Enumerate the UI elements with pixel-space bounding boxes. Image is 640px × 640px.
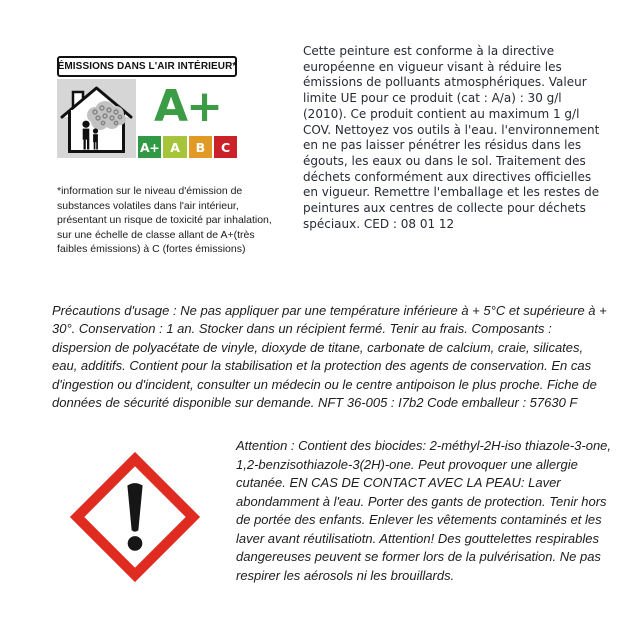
- scale-cell-a-plus: A+: [138, 136, 161, 158]
- air-label-footnote: *information sur le niveau d'émission de substances volatiles dans l'air intérieur, présentant un risque de toxicité par inhalation, sur une échelle de classe allant de A+(très faibles émissions) à C (fortes émissions): [57, 185, 272, 256]
- air-rating-value: A+: [154, 80, 221, 132]
- air-label-title: ÉMISSIONS DANS L'AIR INTÉRIEUR*: [57, 56, 237, 77]
- house-emissions-icon: [57, 79, 136, 158]
- precautions-text: Précautions d'usage : Ne pas appliquer par une température inférieure à + 5°C et supérieure à + 30°. Conservation : 1 an. Stocker dans un récipient fermé. Tenir au frais. Composants : dispersion de polyacétate de vinyle, dioxyde de titane, carbonate de calcium, craie, silicates, eau, additifs. Contient pour la stabilisation et la protection des agents de conservation. En cas d'ingestion ou d'incident, consulter un médecin ou le centre antipoison le plus proche. Fiche de données de sécurité disponible sur demande. NFT 36-005 : I7b2 Code emballeur : 57630 F: [52, 303, 607, 411]
- scale-cell-a: A: [163, 136, 186, 158]
- scale-cell-b: B: [189, 136, 212, 158]
- air-label-body: [57, 79, 237, 158]
- scale-cell-c: C: [214, 136, 237, 158]
- air-quality-label: [57, 56, 237, 158]
- air-rating-scale: [138, 136, 237, 158]
- biocide-warning-text: Attention : Contient des biocides: 2-méthyl-2H-iso thiazole-3-one, 1,2-benzisothiazole-3(2H)-one. Peut provoquer une allergie cutanée. EN CAS DE CONTACT AVEC LA PEAU: Laver abondamment à l'eau. Porter des gants de protection. Tenir hors de portée des enfants. Enlever les vêtements contaminés et les laver avant réutilisatiotn. Attention! Des gouttelettes respirables dangereuses peuvent se former lors de la pulvérisation. Ne pas respirer les aérosols ni les brouillards.: [236, 438, 612, 583]
- air-rating-panel: [138, 79, 237, 158]
- regulatory-text: Cette peinture est conforme à la directive européenne en vigueur visant à réduire les émissions de polluants atmosphériques. Valeur limite UE pour ce produit (cat : A/a) : 30 g/l (2010). Ce produit contient au maximum 1 g/l COV. Nettoyez vos outils à l'eau. l'environnement en ne pas laisser pénétrer les résidus dans les égouts, les eaux ou dans le sol. Traitement des déchets conformément aux directives officielles en vigueur. Remettre l'emballage et les restes de peintures aux centres de collecte pour déchets spéciaux. CED : 08 01 12: [303, 44, 600, 231]
- ghs07-exclamation-pictogram-icon: [70, 452, 200, 582]
